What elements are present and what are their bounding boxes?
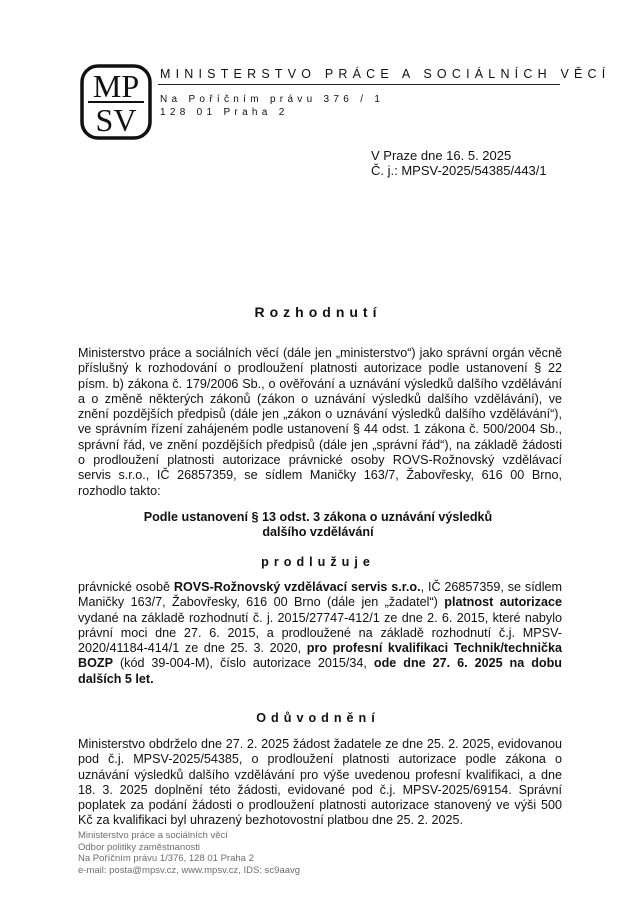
reasoning-heading: Odůvodnění (256, 711, 380, 725)
verdict-bold-1: ROVS-Rožnovský vzdělávací servis s.r.o. (173, 580, 421, 594)
mpsv-logo (80, 64, 152, 140)
verdict-bold-2: platnost autorizace (444, 595, 562, 610)
verdict-text-2: , IČ 26857359, se sídlem Maničky 163/7, Žabovřesky, 616 00 Brno (dále jen „žadatel“) (78, 580, 562, 610)
header-rule (158, 84, 560, 85)
verdict-text-3: vydané na základě rozhodnutí č. j. 2015/27747-412/1 ze dne 2. 6. 2015, které nabylo právní moci dne 27. 6. 2015, a prodloužené na základě rozhodnutí č.j. MPSV-2020/41184-414/1 ze dne 25. 3. 2020, (78, 610, 562, 656)
verdict-bold-3: pro profesní kvalifikaci Technik/technička BOZP (78, 641, 562, 671)
verdict-text-4: (kód 39-004-M), číslo autorizace 2015/34, (112, 656, 374, 671)
verdict-paragraph (78, 580, 562, 687)
header-address-line1: Na Poříčním právu 376 / 1 (160, 94, 385, 105)
place-date: V Praze dne 16. 5. 2025 (371, 148, 512, 163)
logo-text-top: MP (92, 68, 140, 104)
footer (78, 830, 300, 876)
verdict-text-1: právnické osobě (78, 580, 174, 594)
ministry-name: MINISTERSTVO PRÁCE A SOCIÁLNÍCH VĚCÍ (160, 67, 611, 81)
footer-line1: Ministerstvo práce a sociálních věcí (78, 830, 228, 841)
intro-paragraph: Ministerstvo práce a sociálních věcí (dále jen „ministerstvo“) jako správní orgán věcně příslušný k rozhodování o prodloužení platnosti autorizace podle ustanovení § 22 písm. b) zákona č. 179/2006 Sb., o ověřování a uznávání výsledků dalšího vzdělávání a o změně některých zákonů (zákon o uznávání výsledků dalšího vzdělávání), ve znění pozdějších předpisů (dále jen „zákon o uznávání výsledků dalšího vzdělávání“), ve správním řízení zahájeném podle ustanovení § 44 odst. 1 zákona č. 500/2004 Sb., správní řád, ve znění pozdějších předpisů (dále jen „správní řád“), na základě žádosti o prodloužení platnosti autorizace právnické osoby ROVS-Rožnovský vzdělávací servis s.r.o., IČ 26857359, se sídlem Maničky 163/7, Žabovřesky, 616 00 Brno, rozhodlo takto: (78, 346, 562, 498)
provision-heading: Podle ustanovení § 13 odst. 3 zákona o uznávání výsledků dalšího vzdělávání (143, 510, 493, 540)
reference-number: Č. j.: MPSV-2025/54385/443/1 (371, 163, 547, 178)
header-address-line2: 128 01 Praha 2 (160, 107, 289, 118)
verdict-word: prodlužuje (261, 555, 375, 569)
verdict-bold-4: ode dne 27. 6. 2025 na dobu dalších 5 let. (78, 656, 562, 686)
logo-text-bottom: SV (95, 102, 137, 138)
reasoning-paragraph: Ministerstvo obdrželo dne 27. 2. 2025 žádost žadatele ze dne 25. 2. 2025, evidovanou pod č.j. MPSV-2025/54385, o prodloužení platnosti autorizace podle zákona o uznávání výsledků dalšího vzdělávání pro výše uvedenou profesní kvalifikaci, a dne 18. 3. 2025 doplnění této žádosti, evidované pod č.j. MPSV-2025/69154. Správní poplatek za podání žádosti o prodloužení platnosti autorizace stanovený ve výši 500 Kč za kvalifikaci byl uhrazený bezhotovostní platbou dne 25. 2. 2025. (78, 737, 562, 828)
footer-line4: e-mail: posta@mpsv.cz, www.mpsv.cz, IDS: sc9aavg (78, 864, 301, 876)
footer-line3: Na Poříčním právu 1/376, 128 01 Praha 2 (78, 853, 254, 864)
document-title: Rozhodnutí (254, 304, 382, 320)
footer-line2: Odbor politiky zaměstnanosti (78, 841, 200, 853)
